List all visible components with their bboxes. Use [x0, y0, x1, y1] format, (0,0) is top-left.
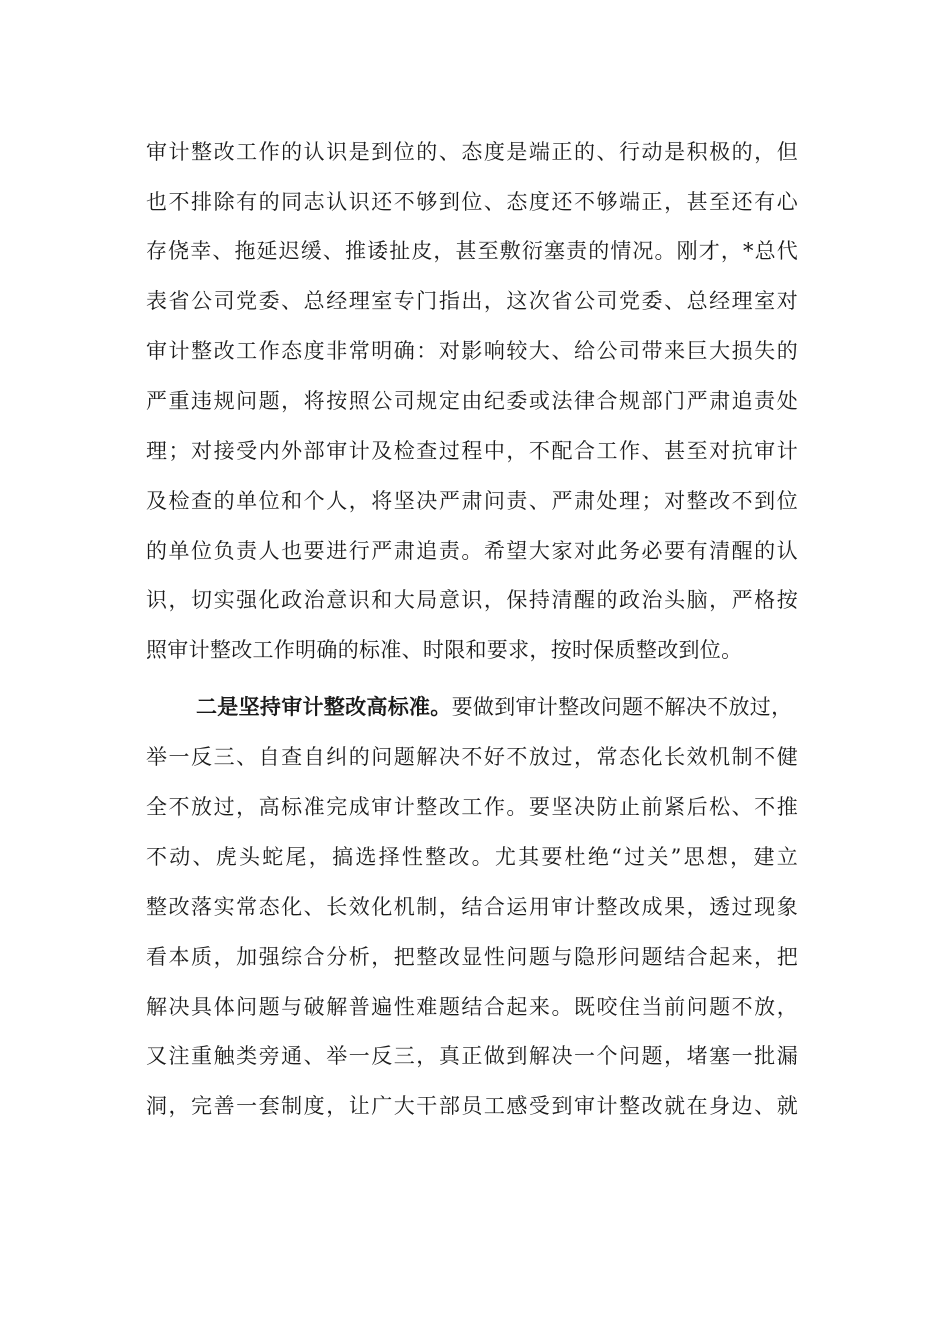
- paragraph-line-last: 照审计整改工作明确的标准、时限和要求，按时保质整改到位。: [146, 638, 743, 662]
- paragraph-line: 解决具体问题与破解普遍性难题结合起来。既咬住当前问题不放，: [146, 995, 798, 1019]
- paragraph-line: 也不排除有的同志认识还不够到位、态度还不够端正，甚至还有心: [146, 190, 798, 214]
- paragraph-line: 的单位负责人也要进行严肃追责。希望大家对此务必要有清醒的认: [146, 539, 798, 563]
- paragraph-line: 审计整改工作态度非常明确：对影响较大、给公司带来巨大损失的: [146, 339, 798, 363]
- paragraph-line: 又注重触类旁通、举一反三，真正做到解决一个问题，堵塞一批漏: [146, 1044, 798, 1068]
- paragraph-line: 严重违规问题，将按照公司规定由纪委或法律合规部门严肃追责处: [146, 389, 798, 413]
- paragraph-line: 看本质，加强综合分析，把整改显性问题与隐形问题结合起来，把: [146, 945, 798, 969]
- paragraph-line: 存侥幸、拖延迟缓、推诿扯皮，甚至敷衍塞责的情况。刚才，*总代: [146, 239, 798, 263]
- paragraph-line: 全不放过，高标准完成审计整改工作。要坚决防止前紧后松、不推: [146, 795, 798, 819]
- paragraph-line: 理；对接受内外部审计及检查过程中，不配合工作、甚至对抗审计: [146, 439, 798, 463]
- lead-text: 要做到审计整改问题不解决不放过，: [451, 695, 793, 719]
- paragraph-line: 洞，完善一套制度，让广大干部员工感受到审计整改就在身边、就: [146, 1094, 798, 1118]
- paragraph-line: 表省公司党委、总经理室专门指出，这次省公司党委、总经理室对: [146, 289, 798, 313]
- paragraph-lead-line: [196, 692, 808, 722]
- paragraph-line: 举一反三、自查自纠的问题解决不好不放过，常态化长效机制不健: [146, 745, 798, 769]
- paragraph-line: 审计整改工作的认识是到位的、态度是端正的、行动是积极的，但: [146, 140, 798, 164]
- section-heading: 二是坚持审计整改高标准。: [196, 694, 452, 719]
- paragraph-line: 识，切实强化政治意识和大局意识，保持清醒的政治头脑，严格按: [146, 588, 798, 612]
- paragraph-line: 及检查的单位和个人，将坚决严肃问责、严肃处理；对整改不到位: [146, 489, 798, 513]
- paragraph-line: 不动、虎头蛇尾，搞选择性整改。尤其要杜绝“过关”思想，建立: [146, 845, 798, 869]
- paragraph-line: 整改落实常态化、长效化机制，结合运用审计整改成果，透过现象: [146, 895, 798, 919]
